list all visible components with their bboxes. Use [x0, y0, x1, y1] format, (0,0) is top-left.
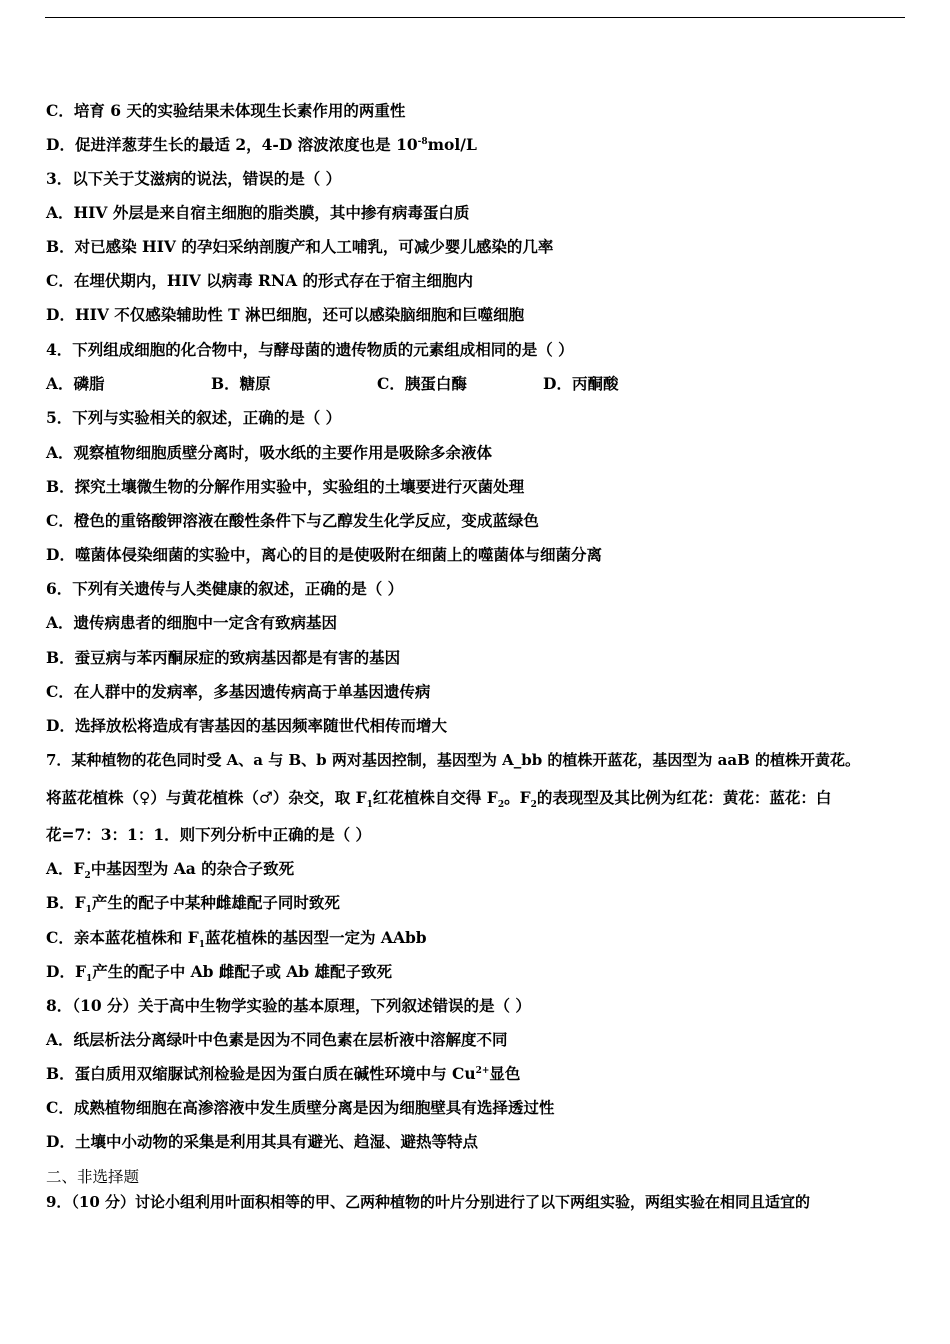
question-3-option-b: B．对已感染 HIV 的孕妇采纳剖腹产和人工哺乳，可减少婴儿感染的几率 — [46, 237, 554, 256]
question-7-option-c: C．亲本蓝花植株和 $F_1$蓝花植株的基因型一定为 AAbb — [46, 928, 427, 951]
question-5-option-a: A．观察植物细胞质壁分离时，吸水纸的主要作用是吸除多余液体 — [46, 443, 493, 462]
question-6: 6．下列有关遗传与人类健康的叙述，正确的是（ ） — [46, 579, 404, 598]
question-3-option-c: C．在埋伏期内，HIV 以病毒 RNA 的形式存在于宿主细胞内 — [46, 271, 474, 290]
question-7-option-b: B．$F_1$产生的配子中某种雌雄配子同时致死 — [46, 893, 340, 916]
question-8: 8．（10 分）关于高中生物学实验的基本原理，下列叙述错误的是（ ） — [46, 996, 531, 1015]
question-3-option-d: D．HIV 不仅感染辅助性 T 淋巴细胞，还可以感染脑细胞和巨噬细胞 — [46, 305, 525, 324]
question-4-option-c: C．胰蛋白酶 — [377, 374, 467, 393]
question-3: 3．以下关于艾滋病的说法，错误的是（ ） — [46, 169, 342, 188]
question-8-option-d: D．土壤中小动物的采集是利用其具有避光、趋湿、避热等特点 — [46, 1132, 478, 1151]
question-8-option-b: B．蛋白质用双缩脲试剂检验是因为蛋白质在碱性环境中与 $Cu^{2+}$显色 — [46, 1064, 521, 1083]
top-rule — [45, 17, 905, 18]
question-5-option-b: B．探究土壤微生物的分解作用实验中，实验组的土壤要进行灭菌处理 — [46, 477, 525, 496]
question-3-option-a: A．HIV 外层是来自宿主细胞的脂类膜，其中掺有病毒蛋白质 — [46, 203, 470, 222]
question-7-line-1: 7．某种植物的花色同时受 A、a 与 B、b 两对基因控制，基因型为 A_bb 的植株开蓝花，基因型为 aaB 的植株开黄花。 — [46, 751, 860, 769]
question-7-line-3: 花=7：3：1：1．则下列分析中正确的是（ ） — [46, 825, 372, 844]
question-4-option-a: A．磷脂 — [46, 374, 105, 393]
question-6-option-b: B．蚕豆病与苯丙酮尿症的致病基因都是有害的基因 — [46, 648, 401, 667]
section-heading: 二、非选择题 — [46, 1168, 140, 1186]
option-c-prev: C．培育 6 天的实验结果未体现生长素作用的两重性 — [46, 101, 406, 120]
option-d-prev: D．促进洋葱芽生长的最适 2，4-D 溶波浓度也是 $10^{-8}mol/L$ — [46, 135, 477, 154]
question-5-option-d: D．噬菌体侵染细菌的实验中，离心的目的是使吸附在细菌上的噬菌体与细菌分离 — [46, 545, 602, 564]
question-9: 9．（10 分）讨论小组利用叶面积相等的甲、乙两种植物的叶片分别进行了以下两组实验，两组实验在相同且适宜的 — [46, 1193, 811, 1211]
question-8-option-a: A．纸层析法分离绿叶中色素是因为不同色素在层析液中溶解度不同 — [46, 1030, 508, 1049]
question-6-option-a: A．遗传病患者的细胞中一定含有致病基因 — [46, 613, 338, 632]
question-4: 4．下列组成细胞的化合物中，与酵母菌的遗传物质的元素组成相同的是（ ） — [46, 340, 574, 359]
question-4-option-b: B．糖原 — [211, 374, 271, 393]
question-7-line-2: 将蓝花植株（♀）与黄花植株（♂）杂交，取 $F_1$红花植株自交得 $F_2$。$F_2$的表现型及其比例为红花：黄花：蓝花：白 — [46, 788, 832, 811]
question-7-option-d: D．$F_1$产生的配子中 Ab 雌配子或 Ab 雄配子致死 — [46, 962, 393, 985]
question-4-options — [46, 374, 906, 394]
question-4-option-d: D．丙酮酸 — [543, 374, 619, 393]
question-6-option-d: D．选择放松将造成有害基因的基因频率随世代相传而增大 — [46, 716, 447, 735]
question-8-option-c: C．成熟植物细胞在高渗溶液中发生质壁分离是因为细胞壁具有选择透过性 — [46, 1098, 555, 1117]
question-6-option-c: C．在人群中的发病率，多基因遗传病高于单基因遗传病 — [46, 682, 431, 701]
question-7-option-a: A．$F_2$中基因型为 Aa 的杂合子致死 — [46, 859, 295, 882]
question-5-option-c: C．橙色的重铬酸钾溶液在酸性条件下与乙醇发生化学反应，变成蓝绿色 — [46, 511, 539, 530]
question-5: 5．下列与实验相关的叙述，正确的是（ ） — [46, 408, 342, 427]
